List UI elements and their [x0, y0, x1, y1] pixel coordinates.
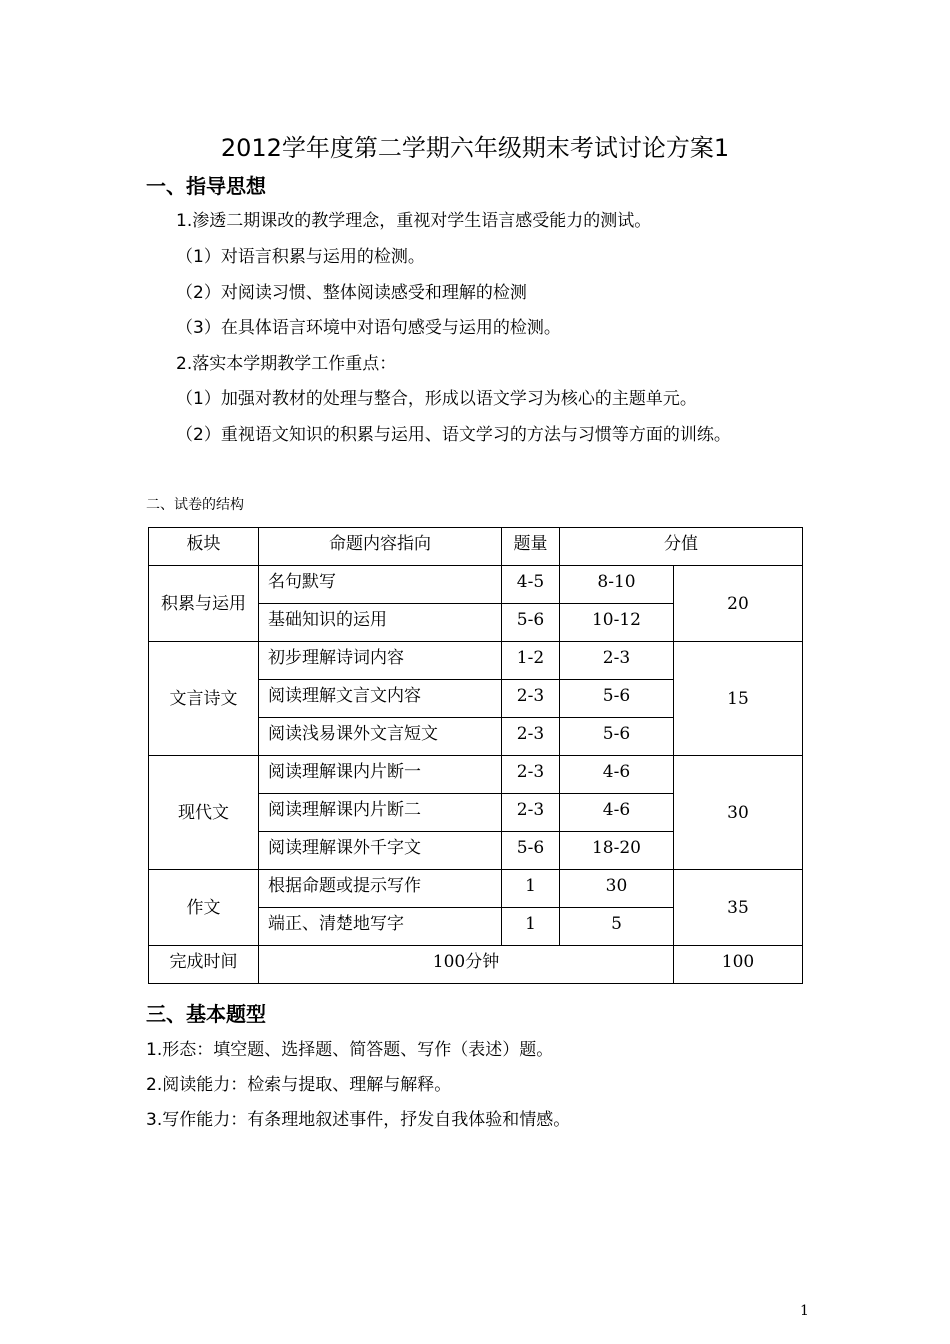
- section1-line: （1）加强对教材的处理与整合，形成以语文学习为核心的主题单元。: [176, 389, 697, 409]
- score-cell: 30: [560, 870, 674, 908]
- total-cell: 20: [674, 566, 803, 642]
- document-title: 2012学年度第二学期六年级期末考试讨论方案1: [220, 134, 730, 162]
- score-cell: 5-6: [560, 718, 674, 756]
- header-cell: 板块: [149, 528, 259, 566]
- content-cell: 端正、清楚地写字: [259, 908, 502, 946]
- table-row: [149, 566, 803, 604]
- content-cell: 基础知识的运用: [259, 604, 502, 642]
- content-cell: 名句默写: [259, 566, 502, 604]
- content-cell: 初步理解诗词内容: [259, 642, 502, 680]
- count-cell: 1: [502, 908, 560, 946]
- section1-line: 1.渗透二期课改的教学理念，重视对学生语言感受能力的测试。: [176, 211, 652, 231]
- content-cell: 阅读理解文言文内容: [259, 680, 502, 718]
- count-cell: 5-6: [502, 832, 560, 870]
- content-cell: 阅读理解课外千字文: [259, 832, 502, 870]
- score-cell: 5-6: [560, 680, 674, 718]
- count-cell: 2-3: [502, 794, 560, 832]
- count-cell: 1-2: [502, 642, 560, 680]
- block-cell: 作文: [149, 870, 259, 946]
- section1-line: （2）对阅读习惯、整体阅读感受和理解的检测: [176, 283, 527, 303]
- total-cell: 35: [674, 870, 803, 946]
- content-cell: 阅读理解课内片断一: [259, 756, 502, 794]
- content-cell: 阅读理解课内片断二: [259, 794, 502, 832]
- block-cell: 现代文: [149, 756, 259, 870]
- page-number: 1: [800, 1303, 809, 1319]
- count-cell: 5-6: [502, 604, 560, 642]
- score-cell: 10-12: [560, 604, 674, 642]
- count-cell: 2-3: [502, 680, 560, 718]
- block-cell: 积累与运用: [149, 566, 259, 642]
- count-cell: 2-3: [502, 718, 560, 756]
- section1-heading: 一、指导思想: [146, 174, 266, 198]
- score-cell: 2-3: [560, 642, 674, 680]
- table-row: [149, 870, 803, 908]
- count-cell: 1: [502, 870, 560, 908]
- header-cell: 命题内容指向: [259, 528, 502, 566]
- score-cell: 8-10: [560, 566, 674, 604]
- block-cell: 文言诗文: [149, 642, 259, 756]
- score-cell: 4-6: [560, 794, 674, 832]
- footer-total-cell: 100: [674, 946, 803, 984]
- content-cell: 阅读浅易课外文言短文: [259, 718, 502, 756]
- total-cell: 15: [674, 642, 803, 756]
- table-footer-row: [149, 946, 803, 984]
- footer-time-cell: 100分钟: [259, 946, 674, 984]
- footer-label-cell: 完成时间: [149, 946, 259, 984]
- section1-line: （2）重视语文知识的积累与运用、语文学习的方法与习惯等方面的训练。: [176, 425, 731, 445]
- count-cell: 4-5: [502, 566, 560, 604]
- section2-heading: 二、试卷的结构: [146, 497, 244, 513]
- table-header-row: [149, 528, 803, 566]
- header-cell: 分值: [560, 528, 803, 566]
- section1-line: （1）对语言积累与运用的检测。: [176, 247, 425, 267]
- total-cell: 30: [674, 756, 803, 870]
- table-row: [149, 642, 803, 680]
- section1-line: 2.落实本学期教学工作重点：: [176, 354, 397, 374]
- header-cell: 题量: [502, 528, 560, 566]
- table-row: [149, 756, 803, 794]
- content-cell: 根据命题或提示写作: [259, 870, 502, 908]
- section3-heading: 三、基本题型: [146, 1002, 266, 1026]
- section3-line: 1.形态：填空题、选择题、简答题、写作（表述）题。: [146, 1040, 554, 1060]
- section3-line: 3.写作能力：有条理地叙述事件，抒发自我体验和情感。: [146, 1110, 571, 1130]
- score-cell: 18-20: [560, 832, 674, 870]
- score-cell: 5: [560, 908, 674, 946]
- count-cell: 2-3: [502, 756, 560, 794]
- exam-structure-table: [148, 527, 803, 984]
- section1-line: （3）在具体语言环境中对语句感受与运用的检测。: [176, 318, 561, 338]
- score-cell: 4-6: [560, 756, 674, 794]
- section3-line: 2.阅读能力：检索与提取、理解与解释。: [146, 1075, 452, 1095]
